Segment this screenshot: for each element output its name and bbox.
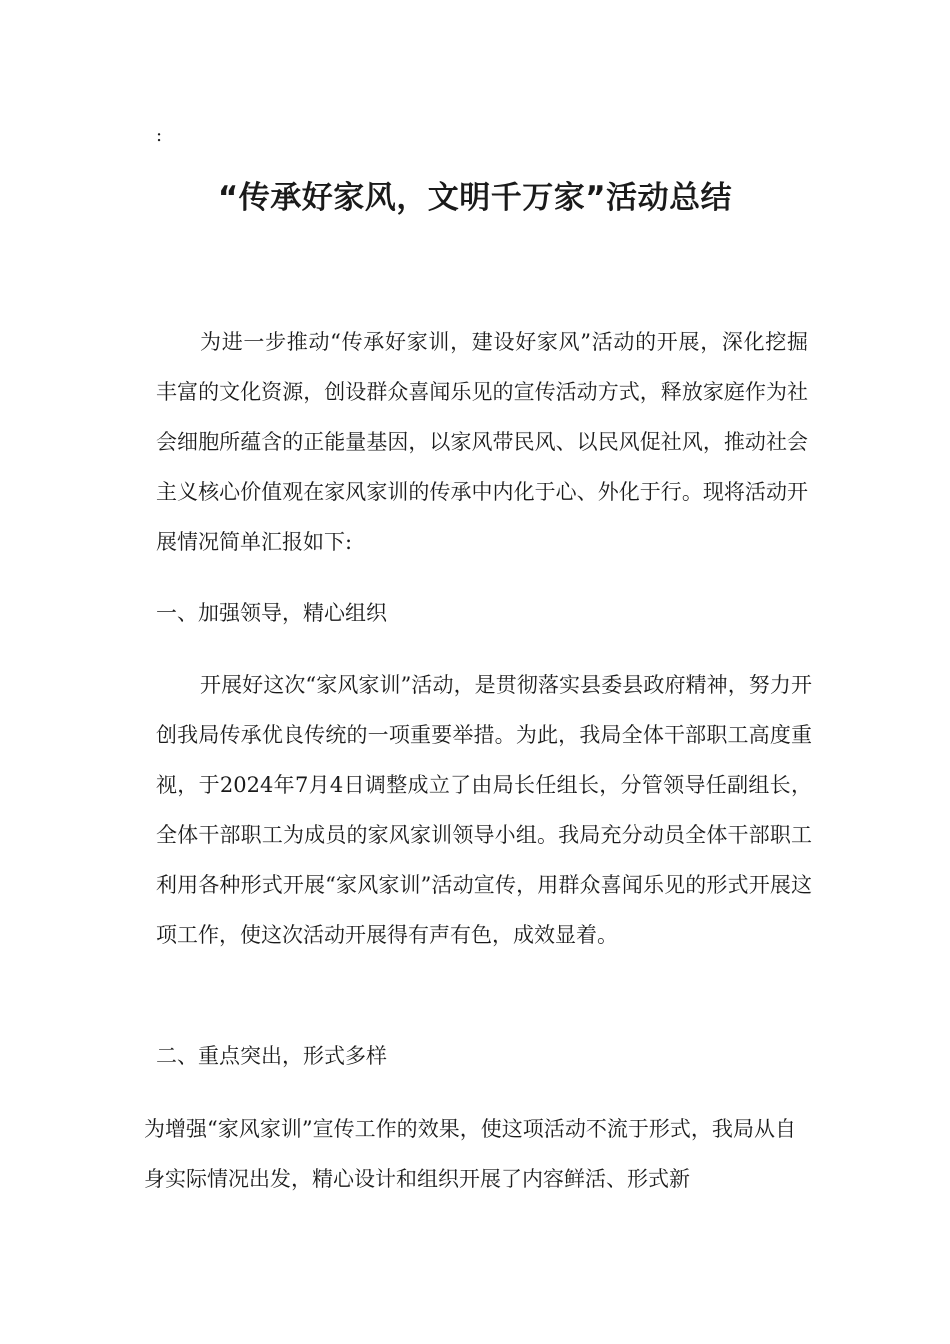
section-heading-1: 一、加强领导，精心组织: [156, 601, 387, 625]
document-title: “传承好家风，文明千万家”活动总结: [217, 180, 733, 216]
section-heading-2: 二、重点突出，形式多样: [156, 1044, 387, 1068]
section-1-paragraph: 开展好这次“家风家训”活动，是贯彻落实县委县政府精神，努力开创我局传承优良传统的一项重要举措。为此，我局全体干部职工高度重视，于2024年7月4日调整成立了由局长任组长，分管领导任副组长，全体干部职工为成员的家风家训领导小组。我局充分动员全体干部职工利用各种形式开展“家风家训”活动宣传，用群众喜闻乐见的形式开展这项工作，使这次活动开展得有声有色，成效显着。: [156, 673, 812, 947]
intro-paragraph: 为进一步推动“传承好家训，建设好家风”活动的开展，深化挖掘丰富的文化资源，创设群众喜闻乐见的宣传活动方式，释放家庭作为社会细胞所蕴含的正能量基因，以家风带民风、以民风促社风，推动社会主义核心价值观在家风家训的传承中内化于心、外化于行。现将活动开展情况简单汇报如下:: [156, 330, 808, 554]
leading-colon: :: [156, 125, 163, 146]
section-2-paragraph: 为增强“家风家训”宣传工作的效果，使这项活动不流于形式，我局从自身实际情况出发，精心设计和组织开展了内容鲜活、形式新: [144, 1117, 796, 1191]
